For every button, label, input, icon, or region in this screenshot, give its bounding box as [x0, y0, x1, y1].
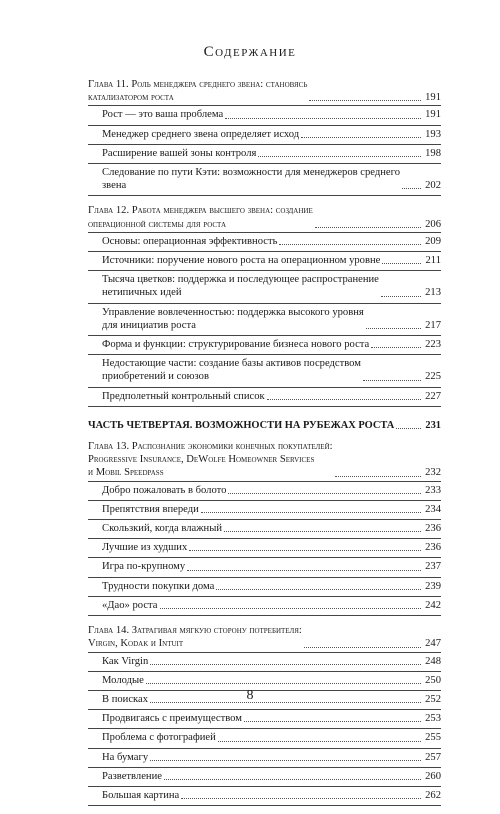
- dot-leader: [267, 399, 421, 400]
- chapter-heading[interactable]: [88, 624, 441, 650]
- entry-page: 193: [425, 128, 441, 140]
- entry-page: 236: [425, 523, 441, 535]
- chapter-title-line: Глава 14. Затрагивая мягкую сторону потребителя:: [88, 625, 302, 637]
- dot-leader: [335, 476, 421, 477]
- dot-leader: [279, 244, 421, 245]
- entry-title-line: Проблема с фотографией: [102, 732, 216, 744]
- toc-chapter: [88, 204, 441, 406]
- entry-page: 209: [425, 235, 441, 247]
- entry-page: 198: [425, 147, 441, 159]
- dot-leader: [301, 137, 421, 138]
- toc-entry[interactable]: [88, 558, 441, 575]
- entry-title: [102, 580, 214, 593]
- dot-leader: [201, 512, 421, 513]
- dot-leader: [160, 608, 422, 609]
- entry-title-line: Продвигаясь с преимуществом: [102, 713, 242, 725]
- entry-title: [102, 789, 179, 802]
- chapter-title: [88, 440, 333, 480]
- chapter-title-line: операционной системы для роста: [88, 218, 227, 230]
- chapter-title-line: Глава 13. Распознание экономики конечных покупателей:: [88, 441, 333, 453]
- toc-entry[interactable]: [88, 653, 441, 670]
- entry-title-line: Недостающие части: создание базы активов посредством: [102, 358, 361, 370]
- dot-leader: [382, 263, 421, 264]
- entry-title-line: Основы: операционная эффективность: [102, 235, 278, 247]
- entry-title-line: В поисках: [102, 693, 149, 705]
- dot-leader: [225, 118, 421, 119]
- entry-title-line: Как Virgin: [102, 655, 149, 667]
- entry-title: [102, 599, 158, 612]
- chapter-title: [88, 624, 302, 650]
- entry-title: [102, 751, 148, 764]
- entry-title-line: Следование по пути Кэти: возможности для менеджеров среднего: [102, 167, 400, 179]
- toc-entry[interactable]: [88, 597, 441, 614]
- toc-chapter: [88, 440, 441, 616]
- dot-leader: [216, 589, 421, 590]
- dot-leader: [366, 328, 421, 329]
- entry-page: 239: [425, 580, 441, 592]
- entry-title-line: На бумагу: [102, 751, 149, 763]
- entry-page: 252: [425, 693, 441, 705]
- entry-title-line: Трудности покупки дома: [102, 580, 215, 592]
- entry-title-line: Тысяча цветков: поддержка и последующее распространение: [102, 274, 379, 286]
- entry-page: 255: [425, 732, 441, 744]
- dot-leader: [396, 428, 421, 429]
- entry-title-line: звена: [102, 180, 127, 192]
- toc-entry[interactable]: [88, 233, 441, 250]
- divider: [88, 406, 441, 407]
- entry-title-line: Предполетный контрольный список: [102, 390, 265, 402]
- chapter-title-line: Progressive Insurance, DeWolfe Homeowner Services: [88, 454, 315, 466]
- entry-title-line: приобретений и союзов: [102, 371, 209, 383]
- entry-page: 233: [425, 484, 441, 496]
- dot-leader: [146, 683, 421, 684]
- entry-title: [102, 166, 400, 192]
- page-title: Содержание: [203, 44, 297, 60]
- entry-title-line: нетипичных идей: [102, 287, 182, 299]
- entry-title: [102, 128, 299, 141]
- toc-entry[interactable]: [88, 355, 441, 385]
- entry-page: 211: [425, 255, 441, 267]
- entry-page: 237: [425, 561, 441, 573]
- entry-page: 262: [425, 789, 441, 801]
- entry-page: 202: [425, 180, 441, 192]
- chapter-heading[interactable]: [88, 204, 441, 230]
- chapter-title: [88, 78, 307, 104]
- entry-title: [102, 254, 380, 267]
- toc-entry[interactable]: [88, 106, 441, 123]
- dot-leader: [181, 798, 421, 799]
- dot-leader: [224, 531, 421, 532]
- entry-title: [102, 235, 277, 248]
- part-page: 231: [425, 419, 441, 431]
- entry-title: [102, 484, 226, 497]
- entry-page: 250: [425, 674, 441, 686]
- entry-page: 253: [425, 713, 441, 725]
- entry-page: 257: [425, 751, 441, 763]
- dot-leader: [244, 721, 421, 722]
- entry-title: [102, 338, 369, 351]
- entry-title-line: Расширение вашей зоны контроля: [102, 147, 257, 159]
- dot-leader: [258, 156, 421, 157]
- entry-title: [102, 655, 148, 668]
- entry-title: [102, 541, 187, 554]
- entry-title: [102, 770, 162, 783]
- dot-leader: [164, 779, 421, 780]
- dot-leader: [150, 760, 421, 761]
- part-title: ЧАСТЬ ЧЕТВЕРТАЯ. ВОЗМОЖНОСТИ НА РУБЕЖАХ РОСТА: [88, 419, 395, 431]
- toc-entry[interactable]: [88, 145, 441, 162]
- entry-title-line: Препятствия впереди: [102, 503, 199, 515]
- toc-entry[interactable]: [88, 304, 441, 334]
- toc-entry[interactable]: [88, 252, 441, 269]
- entry-title: [102, 108, 223, 121]
- chapter-title-line: Глава 12. Работа менеджера высшего звена: создание: [88, 205, 313, 217]
- dot-leader: [187, 570, 421, 571]
- toc-entry[interactable]: [88, 164, 441, 194]
- entry-page: 234: [425, 503, 441, 515]
- chapter-title-line: Глава 11. Роль менеджера среднего звена: становясь: [88, 79, 308, 90]
- entry-page: 236: [425, 542, 441, 554]
- chapter-page: 247: [425, 638, 441, 650]
- entry-title-line: Скользкий, когда влажный: [102, 523, 223, 535]
- entry-page: 242: [425, 599, 441, 611]
- toc-entry[interactable]: [88, 710, 441, 727]
- entry-title-line: Добро пожаловать в болото: [102, 484, 227, 496]
- dot-leader: [381, 296, 421, 297]
- toc-entry[interactable]: [88, 749, 441, 766]
- chapter-page: 191: [425, 92, 441, 104]
- divider: [88, 195, 441, 196]
- toc-entry[interactable]: [88, 520, 441, 537]
- chapter-heading[interactable]: [88, 78, 441, 104]
- dot-leader: [228, 493, 421, 494]
- chapter-title-line: и Mobil Speedpass: [88, 467, 164, 479]
- chapter-title: [88, 204, 313, 230]
- entry-title: [102, 273, 379, 299]
- entry-page: 191: [425, 109, 441, 121]
- divider: [88, 615, 441, 616]
- entry-title-line: Разветвление: [102, 770, 162, 782]
- dot-leader: [371, 347, 421, 348]
- entry-title-line: Большая картина: [102, 789, 180, 801]
- entry-title: [102, 712, 242, 725]
- toc-entry[interactable]: [88, 578, 441, 595]
- entry-title-line: Рост — это ваша проблема: [102, 109, 224, 121]
- dot-leader: [218, 741, 421, 742]
- entry-title-line: для инициатив роста: [102, 319, 196, 331]
- toc-entry[interactable]: [88, 787, 441, 804]
- entry-page: 227: [425, 390, 441, 402]
- dot-leader: [304, 647, 421, 648]
- entry-title: [102, 503, 199, 516]
- toc-entry[interactable]: [88, 729, 441, 746]
- dot-leader: [363, 380, 421, 381]
- page-number: 8: [246, 688, 254, 703]
- entry-title-line: Лучшие из худших: [102, 542, 188, 554]
- entry-title: [102, 522, 222, 535]
- toc-entry[interactable]: [88, 501, 441, 518]
- entry-title-line: Управление вовлеченностью: поддержка высокого уровня: [102, 306, 364, 318]
- toc-entry[interactable]: [88, 672, 441, 689]
- chapter-title-line: Virgin, Kodak и Intuit: [88, 638, 184, 650]
- toc-entry[interactable]: [88, 271, 441, 301]
- part-heading[interactable]: [88, 419, 441, 432]
- entry-title-line: Источники: поручение нового роста на операционном уровне: [102, 255, 381, 267]
- entry-page: 225: [425, 371, 441, 383]
- entry-title-line: Молодые: [102, 674, 144, 686]
- entry-page: 217: [425, 319, 441, 331]
- dot-leader: [315, 227, 421, 228]
- entry-title-line: Игра по-крупному: [102, 561, 186, 573]
- entry-page: 248: [425, 655, 441, 667]
- divider: [88, 805, 441, 806]
- entry-title-line: Менеджер среднего звена определяет исход: [102, 128, 300, 140]
- toc-entry[interactable]: [88, 482, 441, 499]
- toc-chapter: [88, 624, 441, 806]
- entry-title: [102, 357, 361, 383]
- toc-entry[interactable]: [88, 126, 441, 143]
- toc-entry[interactable]: [88, 388, 441, 405]
- entry-title: [102, 674, 144, 687]
- entry-title: [102, 306, 364, 332]
- entry-title-line: «Дао» роста: [102, 599, 158, 611]
- chapter-page: 206: [425, 218, 441, 230]
- chapter-heading[interactable]: [88, 440, 441, 480]
- entry-title: [102, 731, 216, 744]
- toc-chapter: [88, 78, 441, 196]
- entry-title: [102, 147, 256, 160]
- toc-entry[interactable]: [88, 768, 441, 785]
- dot-leader: [402, 188, 421, 189]
- dot-leader: [189, 550, 421, 551]
- entry-page: 260: [425, 770, 441, 782]
- entry-title-line: Форма и функции: структурирование бизнеса нового роста: [102, 339, 370, 351]
- chapter-title-line: катализатором роста: [88, 92, 174, 104]
- dot-leader: [150, 664, 421, 665]
- chapter-page: 232: [425, 467, 441, 479]
- dot-leader: [309, 100, 421, 101]
- entry-title: [102, 390, 265, 403]
- entry-page: 213: [425, 287, 441, 299]
- entry-page: 223: [425, 339, 441, 351]
- toc-entry[interactable]: [88, 336, 441, 353]
- entry-title: [102, 560, 185, 573]
- toc-entry[interactable]: [88, 539, 441, 556]
